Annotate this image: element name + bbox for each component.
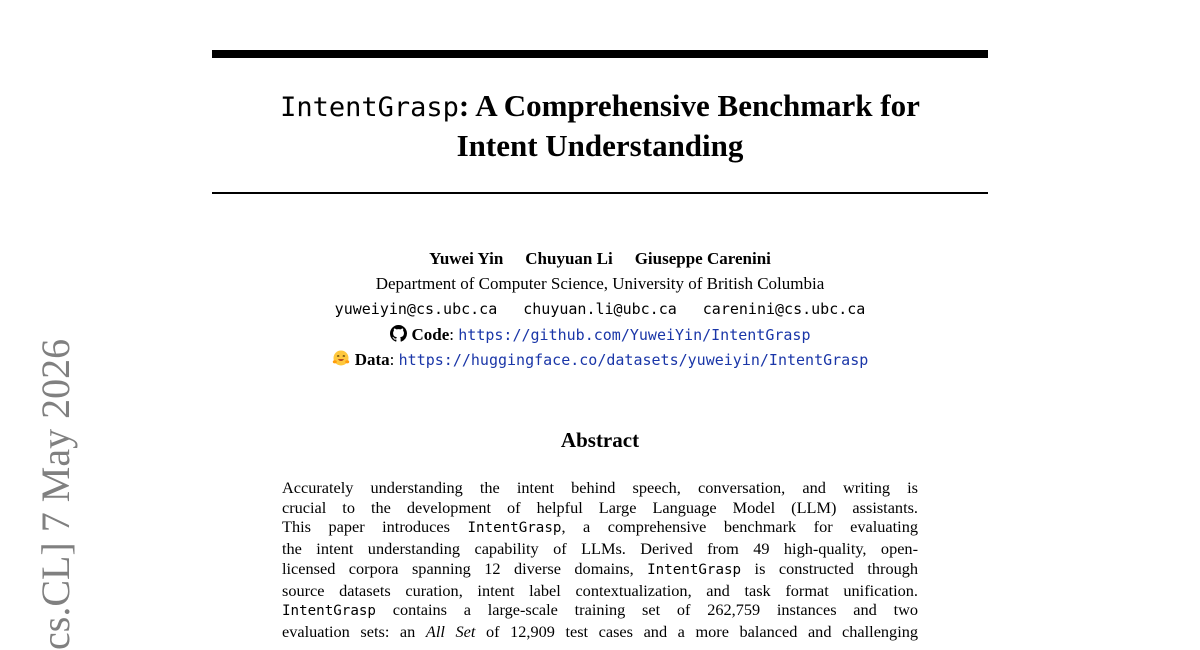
data-label: Data bbox=[354, 350, 390, 369]
system-name: IntentGrasp bbox=[467, 520, 562, 537]
abstract-text: the intent understanding capability of LLMs. Derived from 49 high-quality, open- bbox=[282, 539, 918, 559]
title-line2: Intent Understanding bbox=[456, 128, 744, 163]
author-email[interactable]: carenini@cs.ubc.ca bbox=[702, 300, 866, 318]
system-name: IntentGrasp bbox=[647, 561, 742, 578]
abstract-text: evaluation sets: an bbox=[282, 621, 426, 641]
abstract-line bbox=[282, 600, 918, 622]
system-name: IntentGrasp bbox=[282, 603, 376, 620]
abstract-text: crucial to the development of helpful Large Language Model (LLM) assistants. bbox=[282, 497, 918, 517]
email-list bbox=[212, 297, 988, 321]
data-link-line: Data: https://huggingface.co/datasets/yuweiyin/IntentGrasp bbox=[212, 348, 988, 372]
abstract-line bbox=[282, 478, 918, 498]
title-line1-rest: : A Comprehensive Benchmark for bbox=[458, 88, 920, 123]
abstract-line bbox=[282, 539, 918, 559]
author-email[interactable]: chuyuan.li@ubc.ca bbox=[523, 300, 677, 318]
title-bottom-rule bbox=[212, 192, 988, 194]
code-url[interactable]: https://github.com/YuweiYin/IntentGrasp bbox=[458, 326, 811, 344]
arxiv-stamp: cs.CL] 7 May 2026 bbox=[33, 338, 78, 650]
title-system-name: IntentGrasp bbox=[280, 92, 459, 123]
abstract-text: , a comprehensive benchmark for evaluating bbox=[561, 517, 918, 537]
github-icon bbox=[390, 325, 407, 342]
abstract-line bbox=[282, 498, 918, 518]
abstract-line bbox=[282, 517, 918, 539]
abstract-heading: Abstract bbox=[560, 428, 640, 452]
author-name: Yuwei Yin bbox=[429, 249, 504, 268]
code-label: Code bbox=[411, 325, 450, 344]
abstract-line bbox=[282, 559, 918, 581]
paper-title bbox=[212, 87, 988, 165]
top-rule bbox=[212, 50, 988, 58]
abstract-line bbox=[282, 581, 918, 601]
author-name: Giuseppe Carenini bbox=[634, 249, 771, 268]
abstract-text: source datasets curation, intent label contextualization, and task format unification. bbox=[282, 580, 918, 600]
abstract-text: contains a large-scale training set of 262,759 instances and two bbox=[375, 600, 918, 620]
emphasis-text: All Set bbox=[425, 621, 476, 641]
data-url[interactable]: https://huggingface.co/datasets/yuweiyin/IntentGrasp bbox=[398, 351, 869, 369]
affiliation: Department of Computer Science, University of British Columbia bbox=[375, 274, 825, 293]
code-link-line: Code: https://github.com/YuweiYin/IntentGrasp bbox=[212, 323, 988, 347]
abstract-text: is constructed through bbox=[741, 558, 919, 578]
abstract-text: of 12,909 test cases and a more balanced and challenging bbox=[475, 621, 919, 641]
huggingface-icon bbox=[332, 349, 350, 367]
author-email[interactable]: yuweiyin@cs.ubc.ca bbox=[334, 300, 498, 318]
abstract-text: This paper introduces bbox=[282, 517, 468, 537]
author-list bbox=[212, 247, 988, 271]
abstract-text: licensed corpora spanning 12 diverse domains, bbox=[282, 558, 648, 578]
abstract-text: Accurately understanding the intent behind speech, conversation, and writing is bbox=[282, 478, 918, 497]
abstract-line bbox=[282, 622, 918, 642]
abstract-body bbox=[282, 478, 918, 642]
author-name: Chuyuan Li bbox=[525, 249, 613, 268]
